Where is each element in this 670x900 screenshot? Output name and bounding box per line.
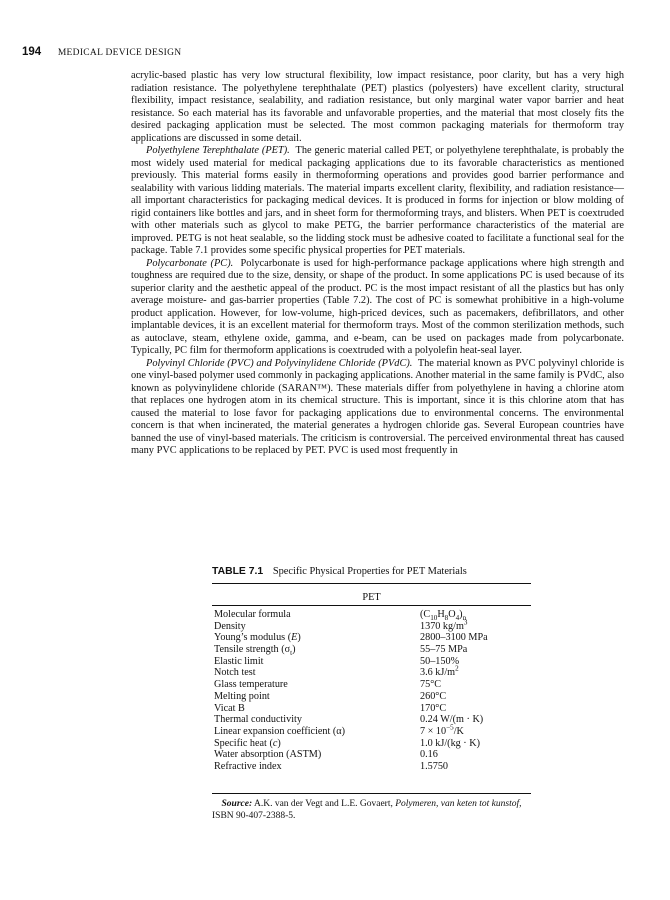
table-column-header: PET [362,592,381,603]
paragraph-pc [131,258,624,358]
table-row [212,632,531,644]
table-row [212,714,531,726]
table-row [212,691,531,703]
row-property: Tensile strength $(\sigma_t)$ [214,644,296,658]
row-value: 50–150% [420,655,460,667]
row-value: $7 \times 10^{-5}/K$ [420,723,464,737]
paragraph-text: acrylic-based plastic has very low structural flexibility, low impact resistance, poor clarity, but has a very high radiation resistance. The polyethylene terephthalate (PET) plastics (polyesters) have excellent clarity, structural flexibility, impact resistance, sealability, and radiation resistance, but only marginal water vapor barrier and heat resistance. So each material has its favorable and unfavorable properties, and the material that most closely fits the desired packaging application must be selected. The most common packaging materials for thermoform tray applications are discussed in some detail. [131,70,624,144]
row-value: $(C_{10}H_8O_4)_n$ [420,609,467,623]
row-value: 2800–3100 MPa [420,632,488,644]
table-row [212,667,531,679]
row-property: Young’s modulus (E) [214,632,301,644]
table-label: TABLE 7.1 [212,566,264,577]
paragraph-pet [131,145,624,258]
row-value: 1.0 kJ/(kg · K) [420,737,480,749]
row-value: 1.5750 [420,760,449,772]
table-row [212,609,531,621]
table-row [212,679,531,691]
row-property: Glass temperature [214,679,288,691]
row-property: Notch test [214,667,256,679]
row-property: Thermal conductivity [214,714,302,726]
row-property: Refractive index [214,760,282,772]
row-value: 0.24 W/(m · K) [420,714,484,726]
table-bottom-rule [212,793,531,794]
table-row [212,738,531,750]
source-label: Source: [221,799,253,809]
paragraph-lead: Polyethylene Terephthalate (PET). [146,145,290,156]
table-row [212,618,531,633]
table-row [212,656,531,668]
row-property: Elastic limit [214,655,264,667]
paragraph-text: The material known as PVC polyvinyl chloride is one vinyl-based polymer used commonly in packaging applications. Another material in the same family is PVdC, also known as polyvinylidene chloride (SARAN™). These materials differ from polyethylene in having a chlorine atom that replaces one hydrogen atom in its chemical structure. This is important, since it is this chlorine atom that has caused the material to lose favor for packaging applications due to environmental concerns. The environmental concern is that when incinerated, the material generates a hydrogen chloride gas. Several European countries have banned the use of vinyl-based materials. The criticism is controversial. The perceived environmental threat has caused many PVC applications to be replaced by PET. PVC is used most frequently in [131,357,625,456]
row-value: 1370 $kg/m^3$ [420,618,468,632]
row-value: 170°C [420,702,447,714]
running-title: MEDICAL DEVICE DESIGN [57,48,182,58]
row-property: Density [214,620,246,632]
page-number: 194 [22,46,42,58]
row-value: 75°C [420,679,442,691]
table-row [212,703,531,715]
row-property: Melting point [214,690,270,702]
row-value: 260°C [420,690,447,702]
paragraph-lead: Polyvinyl Chloride (PVC) and Polyvinylidene Chloride (PVdC). [146,357,413,369]
table-header-rule [212,605,531,606]
paragraph-text: The generic material called PET, or polyethylene terephthalate, is probably the most widely used material for medical packaging applications due to its favorable characteristics as mentioned previously. This material forms easily in thermoforming operations and provides good barrier performance and sealability with various lidding materials. The material imparts excellent clarity, flexibility, and radiation resistance—all important characteristics for packaging medical devices. It is produced in forms for injection or blow molding of rigid containers like bottles and jars, and in sheet form for thermoforming trays, and blisters. When PET is coextruded with other materials such as glycol to make PETG, the barrier performance characteristics of the material are improved. PETG is not heat sealable, so the lidding stock must be adhesive coated to facilitate a functional seal for the package. Table 7.1 provides some specific physical properties for PET materials. [131,145,624,256]
row-value: 55–75 MPa [420,644,468,656]
body-text [131,70,624,458]
row-property: Molecular formula [214,609,291,620]
table-source-note [212,798,542,822]
table-row [212,644,531,656]
source-authors: A.K. van der Vegt and L.E. Govaert, [253,799,393,809]
row-property: Vicat B [214,702,245,714]
row-property: Specific heat (c) [214,737,281,749]
source-book-title: Polymeren, van keten tot kunstof, [395,799,522,809]
paragraph-pvc [131,358,624,458]
source-isbn: ISBN 90-407-2388-5. [212,811,296,821]
table-body [212,609,531,773]
paragraph-text: Polycarbonate is used for high-performance package applications where high strength and toughness are required due to the size, density, or shape of the product. In some applications PC is used because of its superior clarity and the aesthetic appeal of the product. PC is the most impact resistant of all the plastics but has only average moisture- and gas-barrier properties (Table 7.2). The cost of PC is somewhat prohibitive in a high-volume product application. However, for low-volume, high-priced devices, such as pacemakers, defibrillators, and other implantable devices, it is an excellent material for thermoform trays. Most of the common sterilization methods, such as autoclave, steam, ethylene oxide, gamma, and e-beam, can be used on packages made from polycarbonate. Typically, PC film for thermoform applications is coextruded with a polyolefin heat-seal layer. [131,257,624,356]
table-row [212,723,531,738]
table-row [212,749,531,761]
paragraph-lead: Polycarbonate (PC). [146,257,234,269]
table-caption [212,566,467,577]
table-title: Specific Physical Properties for PET Materials [272,566,467,577]
row-property: Linear expansion coefficient (α) [214,725,346,737]
row-value: 0.16 [420,749,438,761]
page-header [22,46,181,58]
row-value: 3.6 $kJ/m^2$ [420,665,459,679]
table-row [212,761,531,773]
table-top-rule [212,583,531,584]
paragraph-acrylic [131,70,624,145]
row-property: Water absorption (ASTM) [214,749,322,761]
